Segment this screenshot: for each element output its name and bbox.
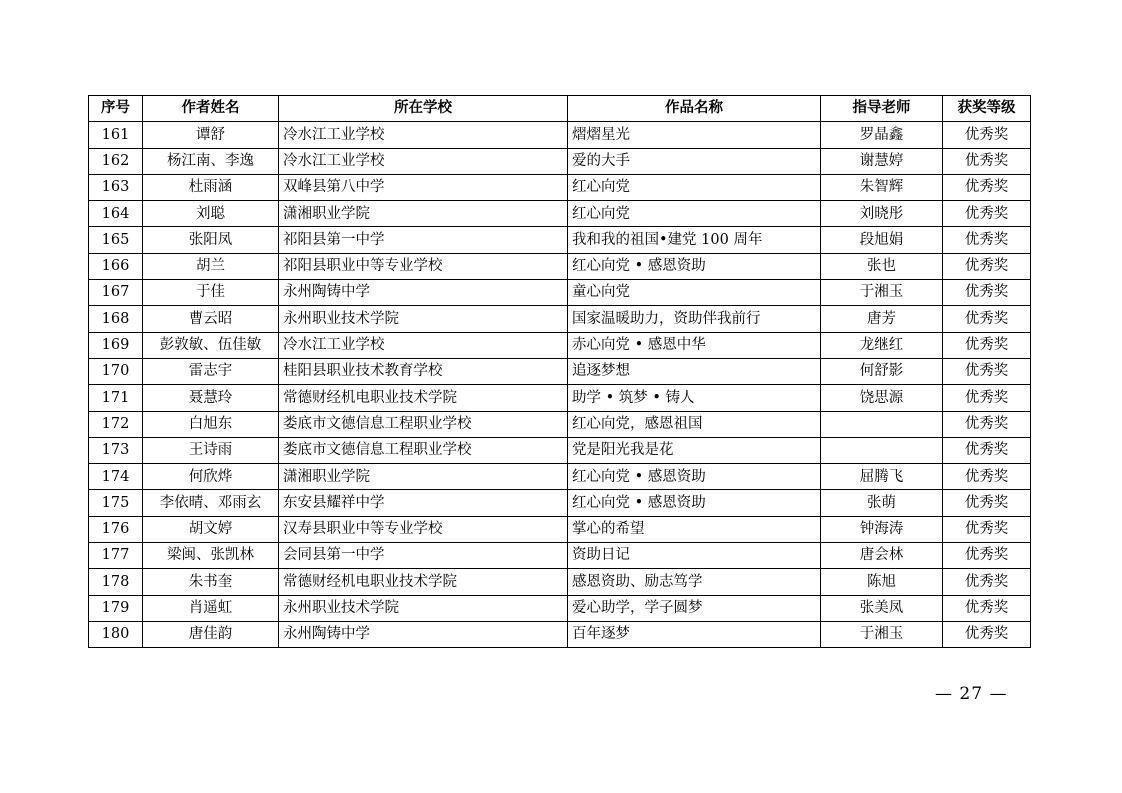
table-row (89, 516, 1031, 542)
table-row (89, 437, 1031, 463)
cell-award-level: 优秀奖 (943, 148, 1031, 174)
cell-school: 娄底市文德信息工程职业学校 (279, 411, 568, 437)
cell-work-title: 熠熠星光 (568, 122, 821, 148)
cell-work-title: 红心向党 • 感恩资助 (568, 490, 821, 516)
cell-serial-number: 179 (89, 595, 143, 621)
cell-work-title: 童心向党 (568, 280, 821, 306)
cell-school: 冷水江工业学校 (279, 122, 568, 148)
cell-instructor: 朱智辉 (821, 174, 943, 200)
cell-award-level: 优秀奖 (943, 411, 1031, 437)
cell-serial-number: 170 (89, 358, 143, 384)
table-row (89, 174, 1031, 200)
table-row (89, 569, 1031, 595)
cell-instructor: 钟海涛 (821, 516, 943, 542)
cell-award-level: 优秀奖 (943, 516, 1031, 542)
table-row (89, 490, 1031, 516)
cell-instructor: 唐会林 (821, 543, 943, 569)
cell-author-name: 李依晴、邓雨玄 (143, 490, 279, 516)
cell-award-level: 优秀奖 (943, 227, 1031, 253)
cell-award-level: 优秀奖 (943, 306, 1031, 332)
cell-work-title: 红心向党 (568, 201, 821, 227)
header-instructor: 指导老师 (821, 96, 943, 122)
cell-award-level: 优秀奖 (943, 332, 1031, 358)
cell-award-level: 优秀奖 (943, 543, 1031, 569)
cell-work-title: 爱的大手 (568, 148, 821, 174)
cell-serial-number: 164 (89, 201, 143, 227)
cell-author-name: 肖遥虹 (143, 595, 279, 621)
cell-award-level: 优秀奖 (943, 437, 1031, 463)
cell-award-level: 优秀奖 (943, 358, 1031, 384)
cell-work-title: 追逐梦想 (568, 358, 821, 384)
cell-school: 冷水江工业学校 (279, 148, 568, 174)
table-row (89, 148, 1031, 174)
cell-instructor: 张萌 (821, 490, 943, 516)
cell-author-name: 王诗雨 (143, 437, 279, 463)
cell-award-level: 优秀奖 (943, 201, 1031, 227)
cell-author-name: 杨江南、李逸 (143, 148, 279, 174)
cell-author-name: 朱书奎 (143, 569, 279, 595)
cell-instructor: 于湘玉 (821, 280, 943, 306)
cell-work-title: 感恩资助、励志笃学 (568, 569, 821, 595)
cell-school: 祁阳县职业中等专业学校 (279, 253, 568, 279)
cell-award-level: 优秀奖 (943, 280, 1031, 306)
cell-instructor: 何舒影 (821, 358, 943, 384)
cell-work-title: 红心向党 • 感恩资助 (568, 253, 821, 279)
cell-work-title: 党是阳光我是花 (568, 437, 821, 463)
cell-instructor: 陈旭 (821, 569, 943, 595)
cell-author-name: 雷志宇 (143, 358, 279, 384)
cell-work-title: 我和我的祖国•建党 100 周年 (568, 227, 821, 253)
cell-serial-number: 171 (89, 385, 143, 411)
cell-author-name: 胡文婷 (143, 516, 279, 542)
cell-award-level: 优秀奖 (943, 490, 1031, 516)
cell-author-name: 胡兰 (143, 253, 279, 279)
cell-work-title: 国家温暖助力，资助伴我前行 (568, 306, 821, 332)
cell-school: 冷水江工业学校 (279, 332, 568, 358)
cell-award-level: 优秀奖 (943, 464, 1031, 490)
cell-author-name: 彭敦敏、伍佳敏 (143, 332, 279, 358)
cell-instructor: 段旭娟 (821, 227, 943, 253)
cell-instructor: 刘晓彤 (821, 201, 943, 227)
cell-school: 祁阳县第一中学 (279, 227, 568, 253)
cell-school: 永州职业技术学院 (279, 306, 568, 332)
table-header-row (89, 96, 1031, 122)
header-school: 所在学校 (279, 96, 568, 122)
cell-serial-number: 177 (89, 543, 143, 569)
table-row (89, 201, 1031, 227)
cell-work-title: 红心向党 (568, 174, 821, 200)
cell-instructor: 罗晶鑫 (821, 122, 943, 148)
cell-serial-number: 180 (89, 621, 143, 647)
cell-award-level: 优秀奖 (943, 174, 1031, 200)
table-row (89, 358, 1031, 384)
header-author-name: 作者姓名 (143, 96, 279, 122)
cell-instructor: 屈腾飞 (821, 464, 943, 490)
cell-work-title: 红心向党，感恩祖国 (568, 411, 821, 437)
cell-author-name: 唐佳韵 (143, 621, 279, 647)
cell-serial-number: 163 (89, 174, 143, 200)
cell-instructor: 饶思源 (821, 385, 943, 411)
table-row (89, 621, 1031, 647)
cell-award-level: 优秀奖 (943, 595, 1031, 621)
cell-serial-number: 166 (89, 253, 143, 279)
cell-school: 会同县第一中学 (279, 543, 568, 569)
header-work-title: 作品名称 (568, 96, 821, 122)
cell-author-name: 曹云昭 (143, 306, 279, 332)
table-row (89, 385, 1031, 411)
header-serial-number: 序号 (89, 96, 143, 122)
cell-serial-number: 162 (89, 148, 143, 174)
cell-serial-number: 168 (89, 306, 143, 332)
cell-author-name: 张阳凤 (143, 227, 279, 253)
cell-serial-number: 175 (89, 490, 143, 516)
cell-school: 永州职业技术学院 (279, 595, 568, 621)
cell-serial-number: 165 (89, 227, 143, 253)
table-row (89, 543, 1031, 569)
table-row (89, 411, 1031, 437)
cell-award-level: 优秀奖 (943, 253, 1031, 279)
cell-work-title: 百年逐梦 (568, 621, 821, 647)
cell-author-name: 聂慧玲 (143, 385, 279, 411)
cell-author-name: 梁闽、张凯林 (143, 543, 279, 569)
table-row (89, 253, 1031, 279)
cell-school: 桂阳县职业技术教育学校 (279, 358, 568, 384)
cell-work-title: 爱心助学，学子圆梦 (568, 595, 821, 621)
cell-school: 常德财经机电职业技术学院 (279, 569, 568, 595)
table-row (89, 332, 1031, 358)
cell-school: 潇湘职业学院 (279, 464, 568, 490)
table-row (89, 595, 1031, 621)
cell-school: 常德财经机电职业技术学院 (279, 385, 568, 411)
cell-school: 汉寿县职业中等专业学校 (279, 516, 568, 542)
cell-instructor (821, 411, 943, 437)
cell-school: 娄底市文德信息工程职业学校 (279, 437, 568, 463)
cell-serial-number: 169 (89, 332, 143, 358)
cell-serial-number: 176 (89, 516, 143, 542)
cell-school: 永州陶铸中学 (279, 280, 568, 306)
cell-author-name: 白旭东 (143, 411, 279, 437)
cell-award-level: 优秀奖 (943, 621, 1031, 647)
cell-serial-number: 167 (89, 280, 143, 306)
cell-instructor: 谢慧婷 (821, 148, 943, 174)
cell-instructor: 于湘玉 (821, 621, 943, 647)
cell-work-title: 赤心向党 • 感恩中华 (568, 332, 821, 358)
cell-serial-number: 161 (89, 122, 143, 148)
cell-serial-number: 174 (89, 464, 143, 490)
table-row (89, 306, 1031, 332)
cell-serial-number: 172 (89, 411, 143, 437)
cell-work-title: 资助日记 (568, 543, 821, 569)
cell-school: 双峰县第八中学 (279, 174, 568, 200)
page-number: — 27 — (935, 684, 1008, 704)
cell-author-name: 杜雨涵 (143, 174, 279, 200)
cell-author-name: 何欣烨 (143, 464, 279, 490)
cell-award-level: 优秀奖 (943, 569, 1031, 595)
cell-work-title: 红心向党 • 感恩资助 (568, 464, 821, 490)
table-row (89, 464, 1031, 490)
cell-instructor: 唐芳 (821, 306, 943, 332)
cell-award-level: 优秀奖 (943, 385, 1031, 411)
cell-school: 永州陶铸中学 (279, 621, 568, 647)
cell-school: 潇湘职业学院 (279, 201, 568, 227)
cell-serial-number: 178 (89, 569, 143, 595)
cell-serial-number: 173 (89, 437, 143, 463)
cell-school: 东安县耀祥中学 (279, 490, 568, 516)
table-row (89, 122, 1031, 148)
cell-author-name: 于佳 (143, 280, 279, 306)
cell-instructor (821, 437, 943, 463)
table-row (89, 280, 1031, 306)
table-row (89, 227, 1031, 253)
cell-instructor: 龙继红 (821, 332, 943, 358)
cell-award-level: 优秀奖 (943, 122, 1031, 148)
header-award-level: 获奖等级 (943, 96, 1031, 122)
cell-instructor: 张也 (821, 253, 943, 279)
cell-work-title: 掌心的希望 (568, 516, 821, 542)
cell-work-title: 助学 • 筑梦 • 铸人 (568, 385, 821, 411)
cell-author-name: 刘聪 (143, 201, 279, 227)
awards-table (88, 95, 1031, 648)
cell-instructor: 张美凤 (821, 595, 943, 621)
cell-author-name: 谭舒 (143, 122, 279, 148)
